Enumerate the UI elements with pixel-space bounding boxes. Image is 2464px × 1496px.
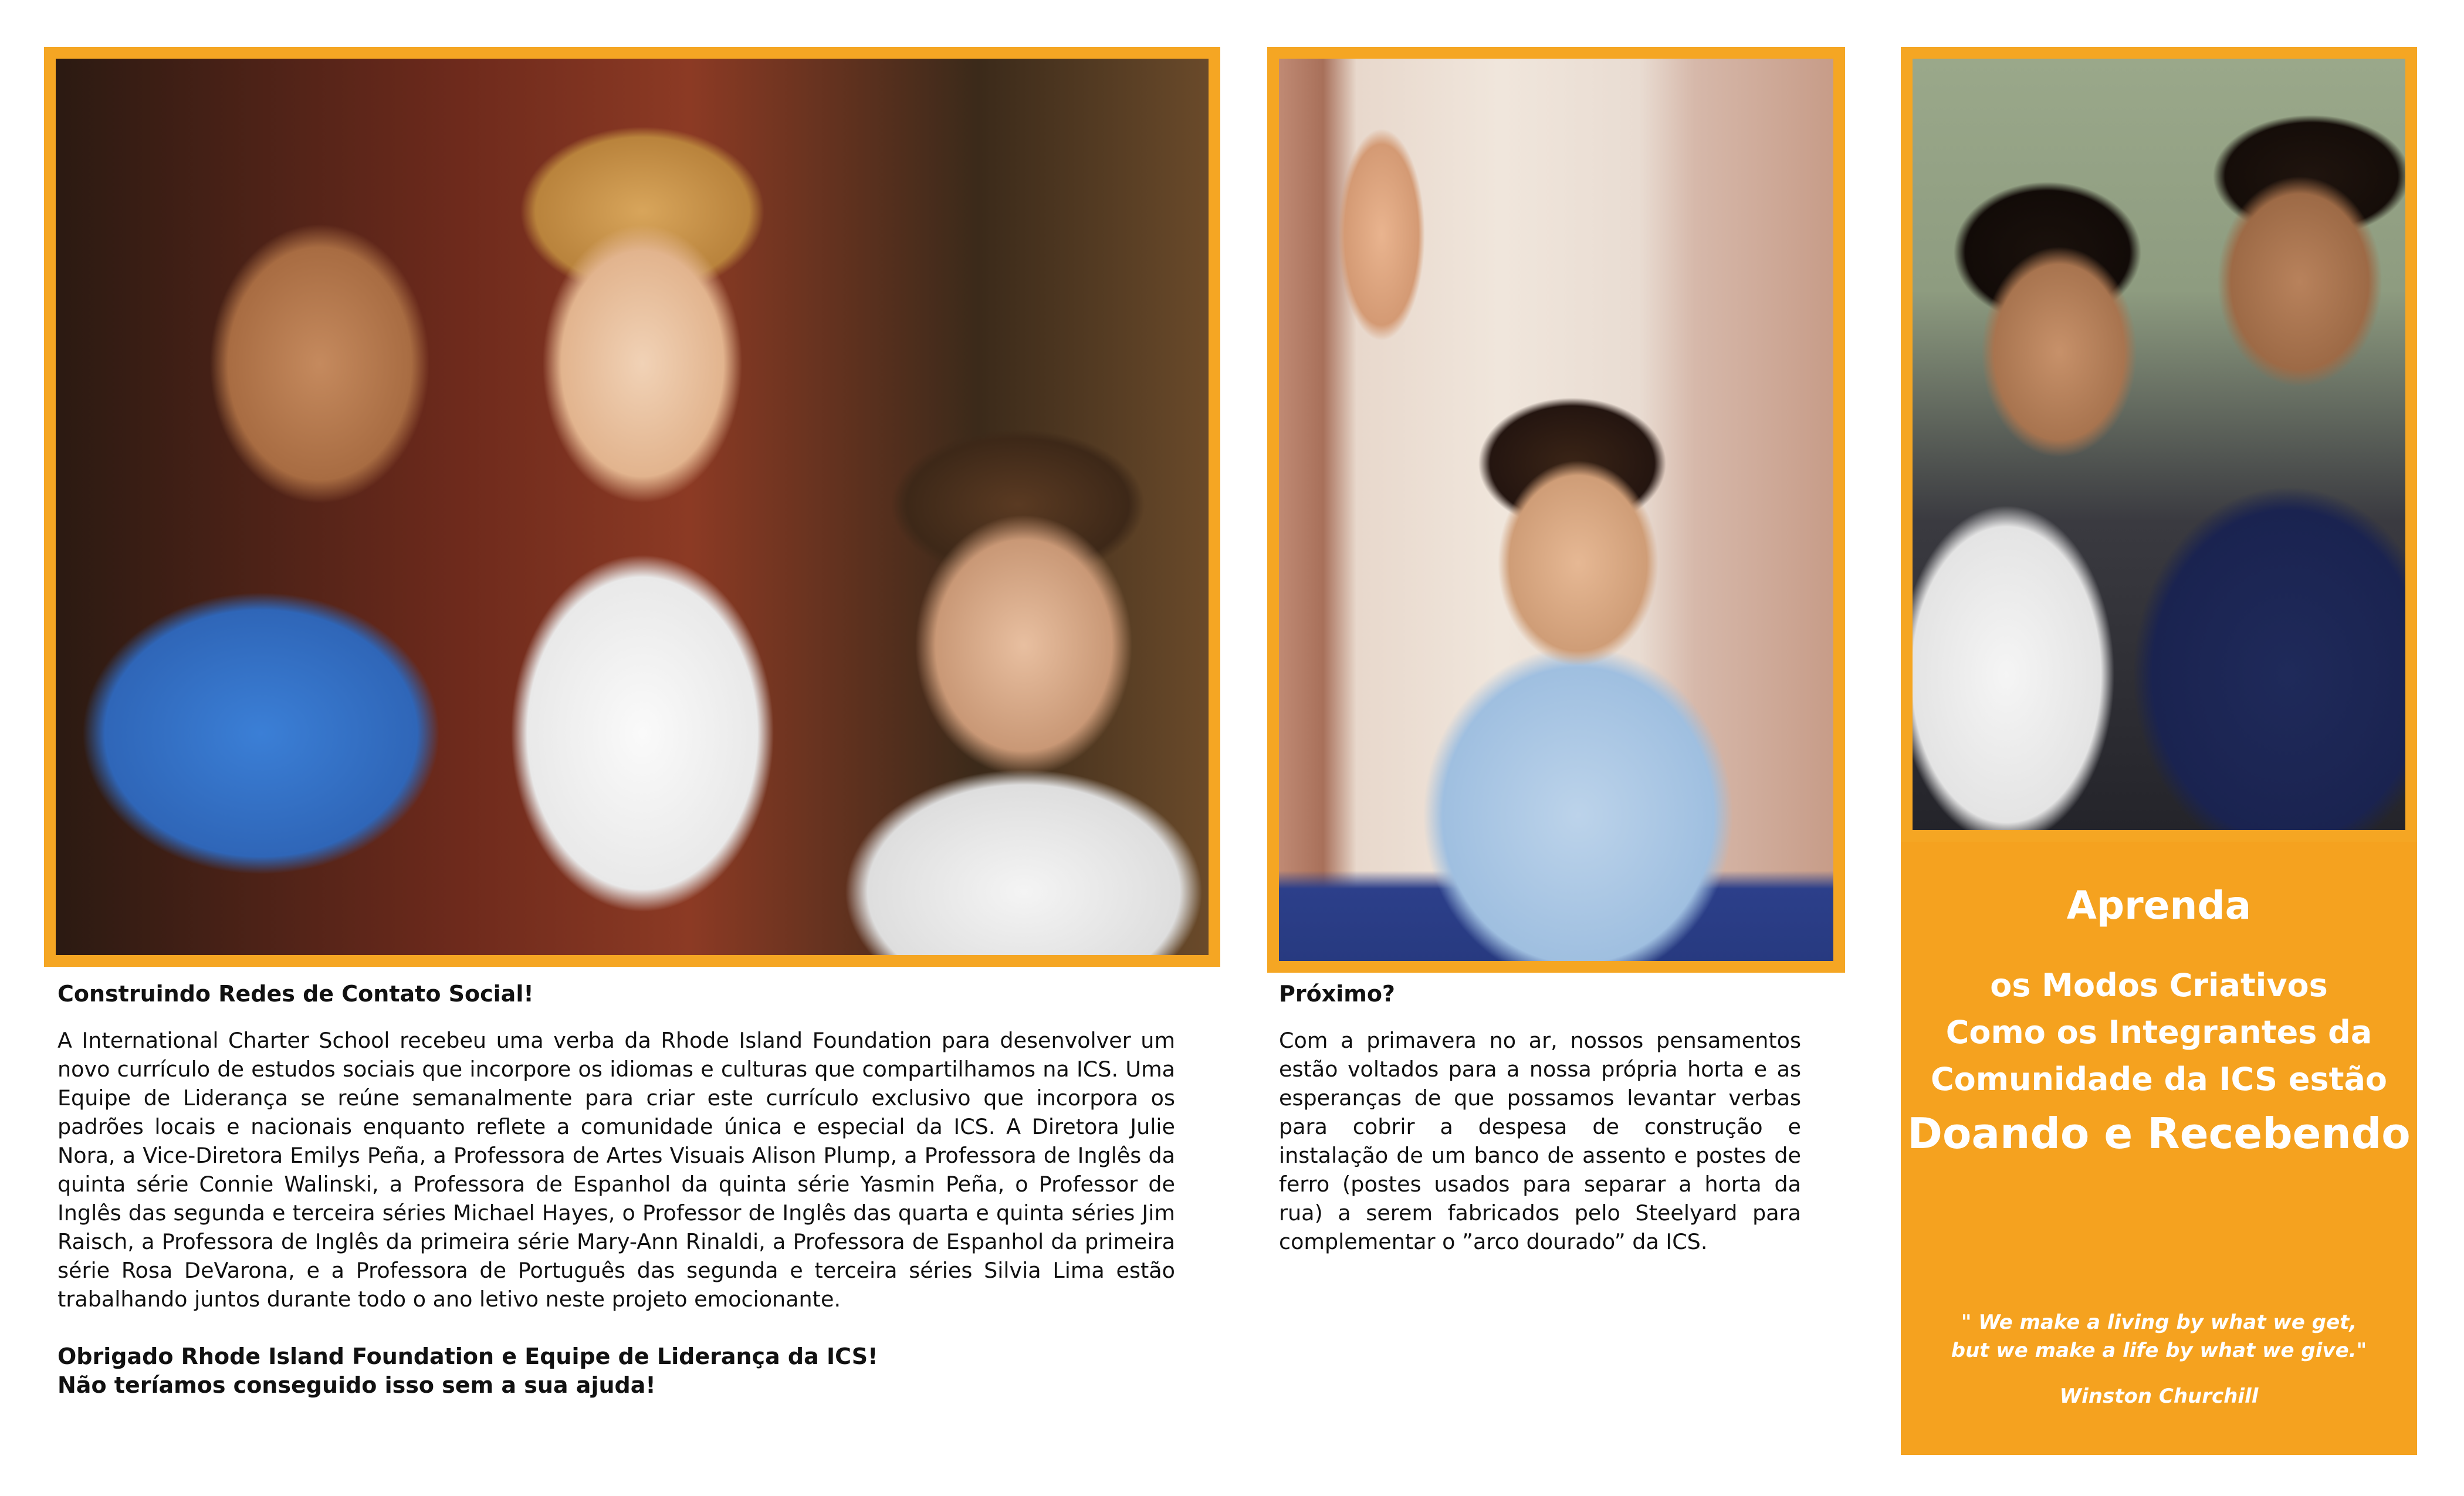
panel-subheading-line: Como os Integrantes da xyxy=(1945,1014,2372,1051)
photo-children-classroom xyxy=(44,47,1220,967)
panel-subheading-line: os Modos Criativos xyxy=(1990,967,2328,1004)
article-next xyxy=(1279,980,1801,1256)
article-heading: Próximo? xyxy=(1279,981,1395,1007)
quote-line: but we make a life by what we give." xyxy=(1951,1339,2367,1362)
quote-line: " We make a living by what we get, xyxy=(1961,1311,2357,1334)
panel-heading-giving: Doando e Recebendo xyxy=(1907,1109,2411,1158)
article-body: Com a primavera no ar, nossos pensamentos estão voltados para a nossa própria horta e as esperanças de que possamos levantar verbas para cobrir a despesa de construção e instalação de um banco de assento e postes de ferro (postes usados para separar a horta da rua) a serem fabricados pelo Steelyard para complementar o ”arco dourado” da ICS. xyxy=(1279,1028,1801,1254)
children-classroom-image xyxy=(56,59,1209,955)
article-heading: Construindo Redes de Contato Social! xyxy=(57,981,534,1007)
panel-subheading xyxy=(1901,962,2417,1103)
boys-hugging-image xyxy=(1913,59,2405,830)
promo-panel xyxy=(1901,842,2417,1455)
quote-author: Winston Churchill xyxy=(2059,1385,2259,1408)
churchill-quote xyxy=(1901,1308,2417,1365)
article-thanks xyxy=(57,1342,1175,1400)
panel-heading-learn: Aprenda xyxy=(2066,883,2252,928)
thanks-line: Obrigado Rhode Island Foundation e Equipe de Liderança da ICS! xyxy=(57,1343,878,1369)
panel-subheading-line: Comunidade da ICS estão xyxy=(1931,1061,2387,1098)
article-body: A International Charter School recebeu uma verba da Rhode Island Foundation para desenvolver um novo currículo de estudos sociais que incorpore os idiomas e culturas que compartilhamos na ICS. Uma Equipe de Liderança se reúne semanalmente para criar este currículo exclusivo que incorpora os padrões locais e nacionais enquanto reflete a comunidade única e especial da ICS. A Diretora Julie Nora, a Vice-Diretora Emilys Peña, a Professora de Artes Visuais Alison Plump, a Professora de Inglês da quinta série Connie Walinski, a Professora de Espanhol da quinta série Yasmin Peña, o Professor de Inglês das segunda e terceira séries Michael Hayes, o Professor de Inglês das quarta e quinta séries Jim Raisch, a Professora de Inglês da primeira série Mary-Ann Rinaldi, a Professora de Espanhol da primeira série Rosa DeVarona, e a Professora de Português das segunda e terceira séries Silvia Lima estão trabalhando juntos durante todo o ano letivo neste projeto emocionante. xyxy=(57,1028,1175,1312)
girl-raising-hand-image xyxy=(1279,59,1833,961)
article-social-networks xyxy=(57,980,1175,1400)
photo-girl-raising-hand xyxy=(1267,47,1845,973)
photo-boys-hugging xyxy=(1901,47,2417,842)
thanks-line: Não teríamos conseguido isso sem a sua ajuda! xyxy=(57,1372,656,1398)
